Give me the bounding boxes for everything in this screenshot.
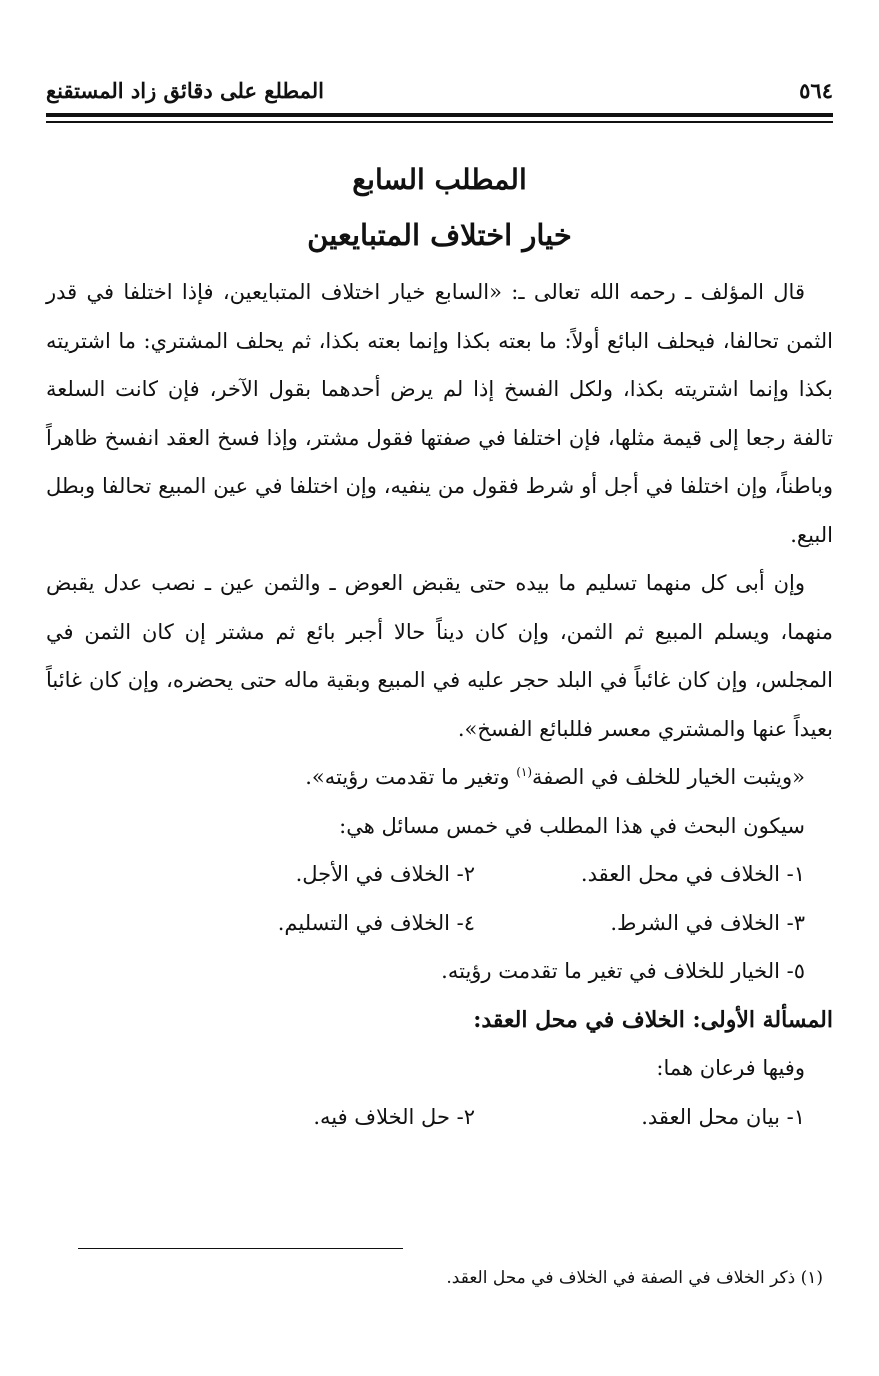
branches-row (46, 1093, 833, 1142)
issue-item: ٥- الخيار للخلاف في تغير ما تقدمت رؤيته. (441, 959, 805, 983)
issue-item: ١- الخلاف في محل العقد. (580, 862, 805, 886)
footnote: (١) ذكر الخلاف في الصفة في الخلاف في محل العقد. (446, 1268, 823, 1288)
paragraph-2: وإن أبى كل منهما تسليم ما بيده حتى يقبض العوض ـ والثمن عين ـ نصب عدل يقبض منهما، ويسلم المبيع ثم الثمن، وإن كان ديناً حالا أجبر بائع ثم مشتر إن كان الثمن في المجلس، وإن كان غائباً في البلد حجر عليه في المبيع وبقية ماله حتى يحضره، وإن كان غائباً بعيداً عنها والمشتري معسر فللبائع الفسخ». (46, 571, 833, 741)
page-number: ٥٦٤ (799, 77, 833, 103)
issues-row-1 (46, 850, 833, 899)
header-rule-thin (46, 121, 833, 123)
branch-item: ١- بيان محل العقد. (641, 1104, 805, 1129)
running-header (46, 72, 833, 108)
main-text (46, 268, 833, 1141)
branch-item: ٢- حل الخلاف فيه. (313, 1104, 475, 1129)
first-issue-heading: المسألة الأولى: الخلاف في محل العقد: (473, 1006, 833, 1033)
paragraph-3 (46, 753, 833, 802)
paragraph-3-text: «ويثبت الخيار للخلف في الصفة (532, 765, 805, 789)
subject-title: خيار اختلاف المتبايعين (307, 218, 572, 252)
section-title: المطلب السابع (352, 163, 527, 196)
footnote-separator (78, 1248, 403, 1249)
paragraph-3-tail: وتغير ما تقدمت رؤيته». (305, 765, 517, 789)
footnote-ref: (١) (516, 765, 533, 779)
first-issue-intro: وفيها فرعان هما: (656, 1056, 805, 1080)
issue-item: ٢- الخلاف في الأجل. (295, 862, 475, 886)
paragraph-4: سيكون البحث في هذا المطلب في خمس مسائل هي: (339, 813, 805, 838)
book-title: المطلع على دقائق زاد المستقنع (46, 77, 325, 103)
issues-row-2 (46, 899, 833, 948)
issue-item: ٤- الخلاف في التسليم. (277, 910, 475, 935)
issue-item: ٣- الخلاف في الشرط. (610, 910, 805, 935)
paragraph-1: قال المؤلف ـ رحمه الله تعالى ـ: «السابع خيار اختلاف المتبايعين، فإذا اختلفا في قدر الثمن تحالفا، فيحلف البائع أولاً: ما بعته بكذا وإنما بعته بكذا، ثم يحلف المشتري: ما اشتريته بكذا وإنما اشتريته بكذا، ولكل الفسخ إذا لم يرض أحدهما بقول الآخر، فإن كانت السلعة تالفة رجعا إلى قيمة مثلها، فإن اختلفا في صفتها فقول مشتر، وإذا فسخ العقد انفسخ ظاهراً وباطناً، وإن اختلفا في أجل أو شرط فقول من ينفيه، وإن اختلفا في عين المبيع تحالفا وبطل البيع. (46, 280, 833, 547)
header-rule-thick (46, 113, 833, 117)
